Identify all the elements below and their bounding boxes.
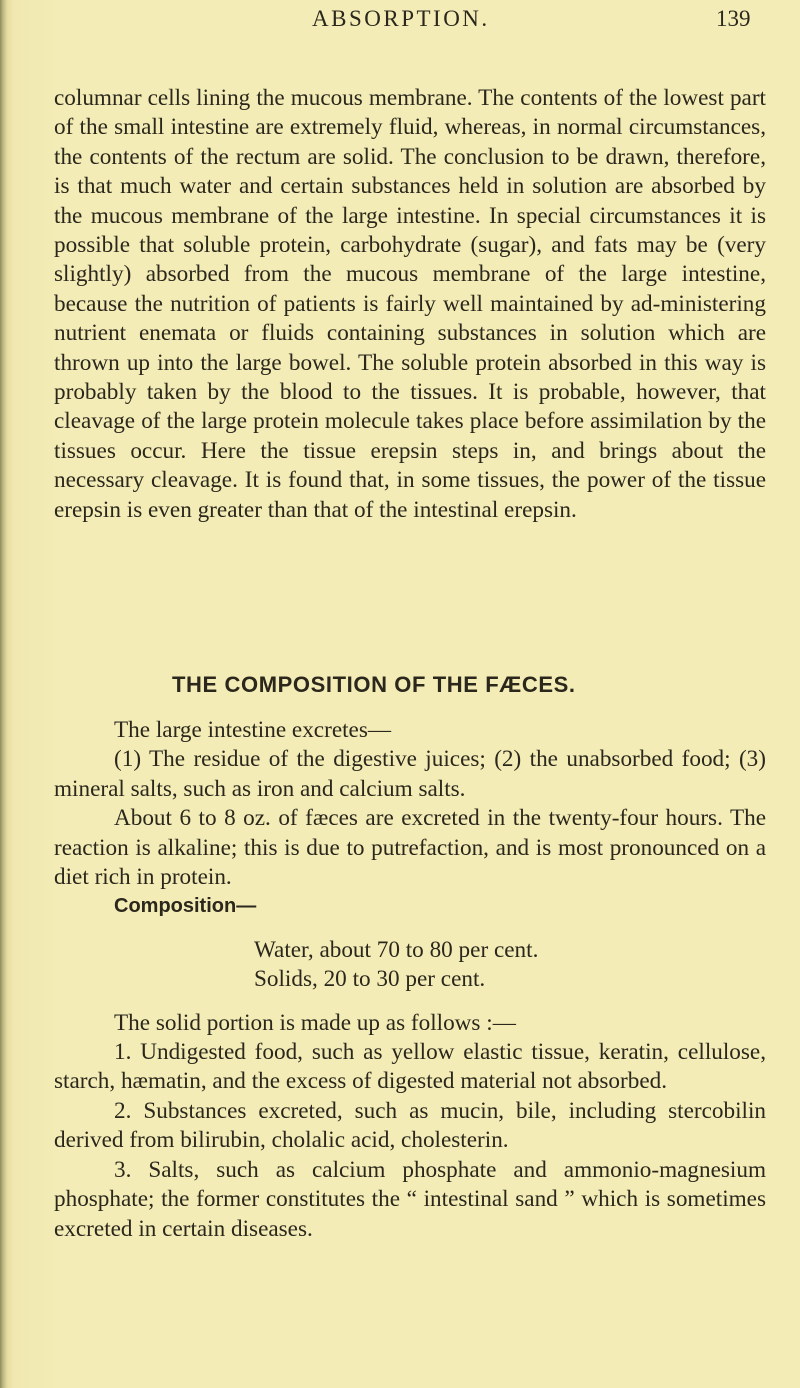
page-number: 139 [716,6,751,31]
composition-item-solids: Solids, 20 to 30 per cent. [254,966,486,993]
solid-item-undigested: 1. Undigested food, such as yellow elastic tissue, keratin, cellulose, starch, hæmatin, and the excess of digested material not absorbed. [54,1039,766,1095]
paragraph-absorption: columnar cells lining the mucous membrane. The contents of the lowest part of the small intestine are extremely fluid, whereas, in normal circumstances, the contents of the rectum are solid. The conclusion to be drawn, therefore, is that much water and certain substances held in solution are absorbed by the mucous membrane of the large intestine. In special circumstances it is possible that soluble protein, carbohydrate (sugar), and fats may be (very slightly) absorbed from the mucous membrane of the large intestine, because the nutrition of patients is fairly well maintained by ad-ministering nutrient enemata or fluids containing substances in solution which are thrown up into the large bowel. The soluble protein absorbed in this way is probably taken by the blood to the tissues. It is probable, however, that cleavage of the large protein molecule takes place before assimilation by the tissues occur. Here the tissue erepsin steps in, and brings about the necessary cleavage. It is found that, in some tissues, the power of the tissue erepsin is even greater than that of the intestinal erepsin. [54,85,766,523]
running-header [0,6,800,42]
solid-portion-intro: The solid portion is made up as follows :— [114,1009,516,1036]
continued-paragraph [54,84,766,525]
excretes-list: (1) The residue of the digestive juices; (2) the unabsorbed food; (3) mineral salts, such as iron and calcium salts. [54,746,766,802]
running-title: ABSORPTION. [312,6,490,31]
solid-item-salts: 3. Salts, such as calcium phosphate and ammonio-magnesium phosphate; the former constitutes the “ intestinal sand ” which is sometimes excreted in certain diseases. [54,1156,766,1242]
faeces-quantity-paragraph: About 6 to 8 oz. of fæces are excreted in the twenty-four hours. The reaction is alkaline; this is due to putrefaction, and is most pronounced on a diet rich in protein. [54,805,766,891]
excretes-intro: The large intestine excretes— [114,717,392,743]
section-heading: THE COMPOSITION OF THE FÆCES. [172,672,576,697]
composition-label: Composition— [114,895,257,918]
faeces-section-body [54,716,766,1244]
solid-item-substances: 2. Substances excreted, such as mucin, bile, including stercobilin derived from bilirubin, cholalic acid, cholesterin. [54,1097,766,1154]
composition-item-water: Water, about 70 to 80 per cent. [254,936,539,963]
